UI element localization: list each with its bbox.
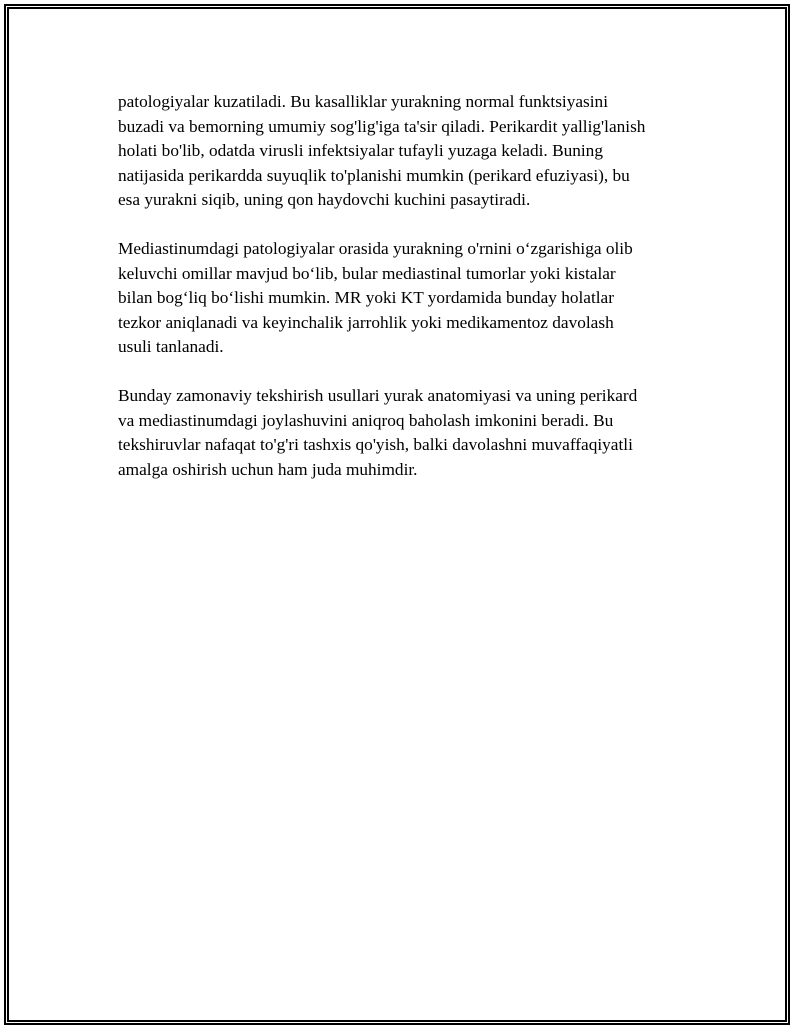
paragraph-modern-methods: Bunday zamonaviy tekshirish usullari yurak anatomiyasi va uning perikard va mediastinumdagi joylashuvini aniqroq baholash imkonini beradi. Bu tekshiruvlar nafaqat to'g'ri tashxis qo'yish, balki davolashni muvaffaqiyatli amalga oshirish uchun ham juda muhimdir. <box>118 386 638 479</box>
paragraph-pericarditis: patologiyalar kuzatiladi. Bu kasalliklar yurakning normal funktsiyasini buzadi va bemorning umumiy sog'lig'iga ta'sir qiladi. Perikardit yallig'lanish holati bo'lib, odatda virusli infektsiyalar tufayli yuzaga keladi. Buning natijasida perikardda suyuqlik to'planishi mumkin (perikard efuziyasi), bu esa yurakni siqib, uning qon haydovchi kuchini pasaytiradi. <box>118 92 646 209</box>
paragraph-mediastinum: Mediastinumdagi patologiyalar orasida yurakning o'rnini o‘zgarishiga olib keluvchi omillar mavjud bo‘lib, bular mediastinal tumorlar yoki kistalar bilan bog‘liq bo‘lishi mumkin. MR yoki KT yordamida bunday holatlar tezkor aniqlanadi va keyinchalik jarrohlik yoki medikamentoz davolash usuli tanlanadi. <box>118 239 633 356</box>
document-body <box>118 90 688 507</box>
